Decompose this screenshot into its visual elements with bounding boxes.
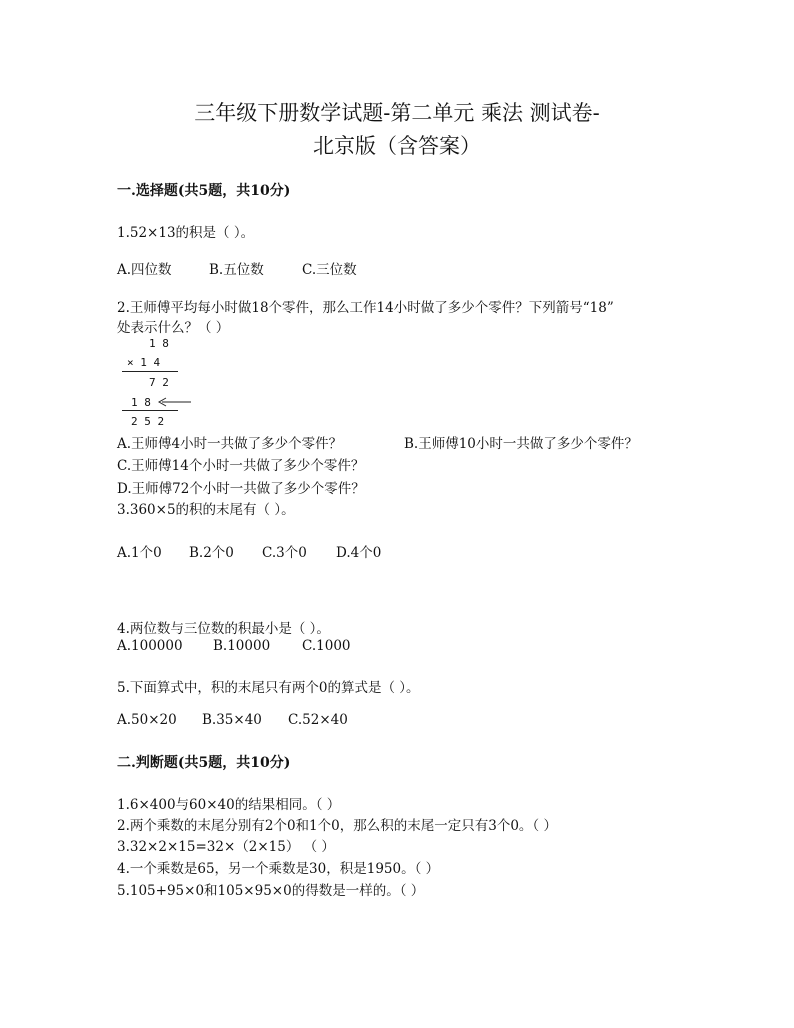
question-3-option-b: B.2个0 bbox=[189, 545, 234, 561]
vm-multiplicand: 1 8 bbox=[149, 337, 169, 350]
section2-heading: 二.判断题(共5题，共10分) bbox=[117, 755, 291, 771]
judgment-item-3: 3.32×2×15=32×（2×15） （ ） bbox=[117, 839, 335, 855]
question-1-option-b: B.五位数 bbox=[209, 262, 264, 278]
vm-rule-2 bbox=[122, 410, 178, 411]
question-2-option-c: C.王师傅14个小时一共做了多少个零件？ bbox=[117, 458, 365, 474]
question-4-option-a: A.100000 bbox=[117, 638, 183, 654]
question-2-option-b: B.王师傅10小时一共做了多少个零件？ bbox=[404, 436, 638, 452]
document-title-line2: 北京版（含答案） bbox=[313, 134, 481, 158]
question-5-option-c: C.52×40 bbox=[288, 712, 348, 728]
arrow-left-icon bbox=[156, 397, 192, 407]
question-1-option-a: A.四位数 bbox=[117, 262, 172, 278]
question-3-option-c: C.3个0 bbox=[262, 545, 307, 561]
question-5-option-a: A.50×20 bbox=[117, 712, 177, 728]
vm-partial-2: 1 8 bbox=[131, 396, 151, 409]
question-2-option-d: D.王师傅72个小时一共做了多少个零件？ bbox=[117, 481, 365, 497]
question-4-option-b: B.10000 bbox=[213, 638, 271, 654]
question-5-text: 5.下面算式中，积的末尾只有两个0的算式是（ ）。 bbox=[117, 680, 420, 696]
question-4-option-c: C.1000 bbox=[302, 638, 351, 654]
document-title-line1: 三年级下册数学试题-第二单元 乘法 测试卷- bbox=[194, 101, 600, 125]
vm-multiplier: × 1 4 bbox=[127, 356, 161, 369]
judgment-item-1: 1.6×400与60×40的结果相同。（ ） bbox=[117, 797, 341, 813]
vm-partial-1: 7 2 bbox=[149, 376, 169, 389]
question-4-text: 4.两位数与三位数的积最小是（ ）。 bbox=[117, 621, 330, 637]
question-3-option-d: D.4个0 bbox=[336, 545, 382, 561]
question-2-text-line2: 处表示什么？（ ） bbox=[117, 320, 230, 336]
question-2-text-line1: 2.王师傅平均每小时做18个零件，那么工作14小时做了多少个零件？下列箭号“18” bbox=[117, 300, 614, 316]
judgment-item-2: 2.两个乘数的末尾分别有2个0和1个0，那么积的末尾一定只有3个0。（ ） bbox=[117, 818, 557, 834]
vm-rule-1 bbox=[122, 371, 178, 372]
vm-product: 2 5 2 bbox=[131, 415, 165, 428]
question-2-option-a: A.王师傅4小时一共做了多少个零件？ bbox=[117, 436, 343, 452]
question-3-text: 3.360×5的积的末尾有（ ）。 bbox=[117, 502, 295, 518]
question-5-option-b: B.35×40 bbox=[202, 712, 262, 728]
judgment-item-4: 4.一个乘数是65，另一个乘数是30，积是1950。（ ） bbox=[117, 861, 440, 877]
question-3-option-a: A.1个0 bbox=[117, 545, 162, 561]
judgment-item-5: 5.105+95×0和105×95×0的得数是一样的。（ ） bbox=[117, 883, 425, 899]
section1-heading: 一.选择题(共5题，共10分) bbox=[117, 183, 291, 199]
question-1-text: 1.52×13的积是（ ）。 bbox=[117, 225, 255, 241]
question-1-option-c: C.三位数 bbox=[302, 262, 357, 278]
